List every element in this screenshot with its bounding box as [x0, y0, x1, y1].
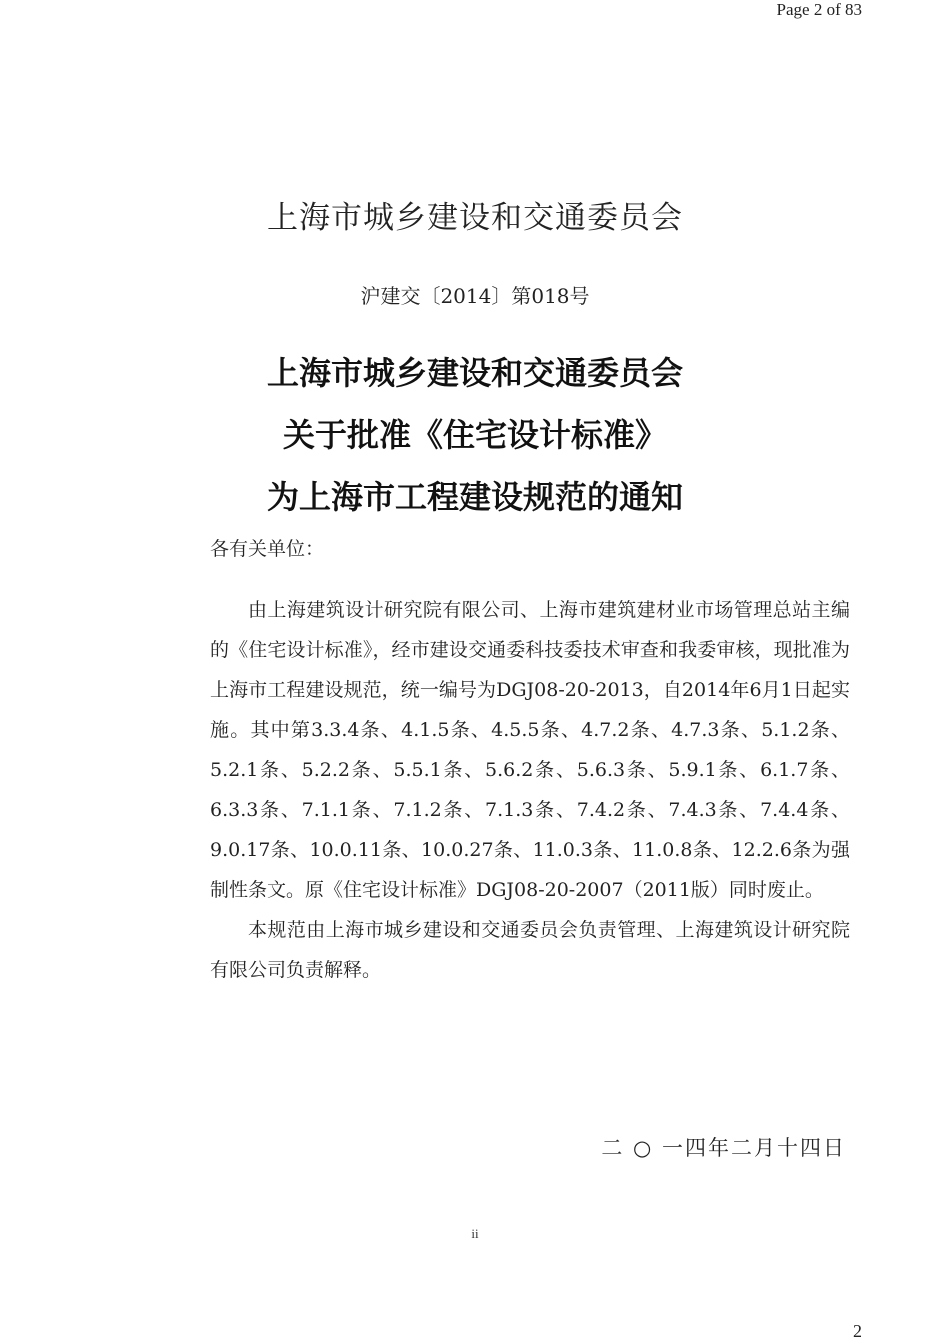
body-paragraph-2: 本规范由上海市城乡建设和交通委员会负责管理、上海建筑设计研究院有限公司负责解释。	[210, 919, 850, 981]
body-paragraph-1: 由上海建筑设计研究院有限公司、上海市建筑建材业市场管理总站主编的《住宅设计标准》，经市建设交通委科技委技术审查和我委审核，现批准为上海市工程建设规范，统一编号为DGJ08-20-2013，自2014年6月1日起实施。其中第3.3.4条、4.1.5条、4.5.5条、4.7.2条、4.7.3条、5.1.2条、5.2.1条、5.2.2条、5.5.1条、5.6.2条、5.6.3条、5.9.1条、6.1.7条、6.3.3条、7.1.1条、7.1.2条、7.1.3条、7.4.2条、7.4.3条、7.4.4条、9.0.17条、10.0.11条、10.0.27条、11.0.3条、11.0.8条、12.2.6条为强制性条文。原《住宅设计标准》DGJ08-20-2007（2011版）同时废止。	[210, 599, 850, 901]
roman-page-number: ii	[471, 1226, 479, 1241]
notice-body	[210, 590, 850, 990]
issuer-name: 上海市城乡建设和交通委员会	[267, 200, 683, 236]
page-indicator: Page 2 of 83	[776, 0, 862, 19]
title-line-2: 关于批准《住宅设计标准》	[282, 416, 667, 454]
salutation: 各有关单位：	[210, 538, 325, 560]
issue-date: 二 ○ 一四年二月十四日	[601, 1136, 846, 1160]
notice-title	[0, 342, 950, 528]
title-line-1: 上海市城乡建设和交通委员会	[266, 354, 683, 392]
title-line-3: 为上海市工程建设规范的通知	[266, 478, 683, 516]
page-number: 2	[853, 1321, 862, 1341]
document-number: 沪建交〔2014〕第018号	[360, 284, 590, 308]
